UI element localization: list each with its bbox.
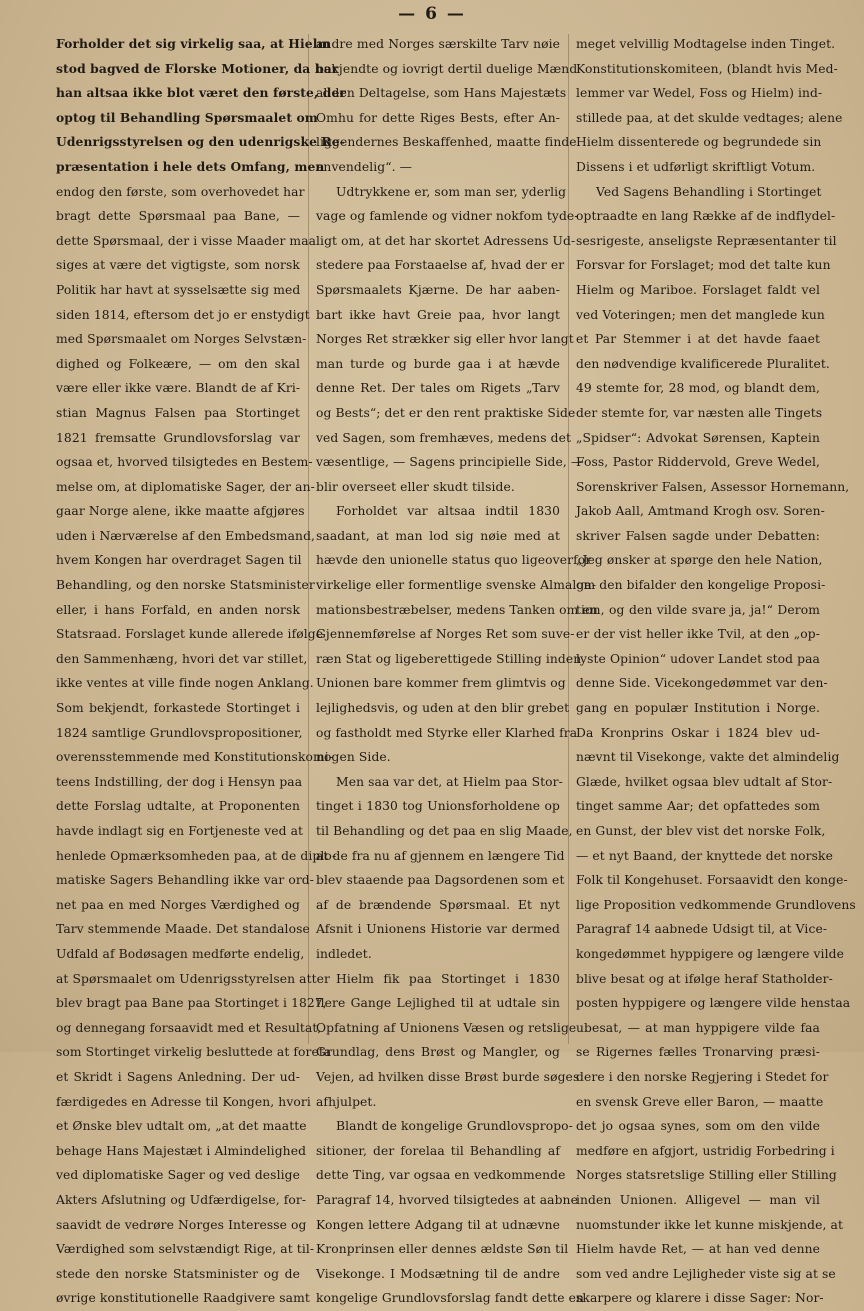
text-line: der stemte for, var næsten alle Tingets — [576, 405, 823, 420]
text-line: flere Gange Lejlighed til at udtale sin — [316, 996, 560, 1011]
text-line: et Skridt i Sagens Anledning. Der ud- — [56, 1069, 300, 1084]
text-line: Da Kronprins Oskar i 1824 blev ud- — [576, 725, 820, 740]
text-line: stedere paa Forstaaelse af, hvad der er — [316, 258, 565, 273]
text-line: Norges statsretslige Stilling eller Stilling — [576, 1168, 837, 1183]
text-line: siden 1814, eftersom det jo er enstydigt — [56, 307, 310, 322]
text-line: ikke ventes at ville finde nogen Anklang. — [56, 676, 314, 691]
text-line: Glæde, hvilket ogsaa blev udtalt af Stor- — [576, 774, 833, 789]
text-line: Som bekjendt, forkastede Stortinget i — [56, 701, 300, 716]
text-line: Hielm fik paa Stortinget i 1830 — [336, 971, 560, 986]
text-line: optog til Behandling Spørsmaalet om — [56, 109, 318, 125]
text-line: Men saa var det, at Hielm paa Stor- — [336, 774, 563, 789]
text-line: Omhu for dette Riges Bests, efter An- — [316, 110, 560, 125]
text-line: Forholdet var altsaa indtil 1830 — [336, 504, 560, 519]
text-line: Afsnit i Unionens Historie var dermed — [316, 922, 560, 937]
text-line: skarpere og klarere i disse Sager: Nor- — [576, 1291, 824, 1306]
text-line: net paa en med Norges Værdighed og — [56, 897, 300, 912]
text-line: stian Magnus Falsen paa Stortinget — [56, 405, 300, 420]
text-line: optraadte en lang Række af de indflydel- — [576, 209, 836, 224]
text-line: saadant, at man lod sig nøie med at — [316, 528, 560, 543]
text-line: øvrige konstitutionelle Raadgivere samt — [56, 1291, 310, 1306]
text-line: Paragraf 14, hvorved tilsigtedes at aabne — [316, 1192, 578, 1207]
text-line: ubesat, — at man hyppigere vilde faa — [576, 1020, 820, 1035]
text-line: saavidt de vedrøre Norges Interesse og — [56, 1217, 307, 1232]
text-line: ogsaa et, hvorved tilsigtedes en Bestem- — [56, 455, 313, 470]
text-line: er der vist heller ikke Tvil, at den „op- — [576, 627, 820, 642]
text-line: medføre en afgjort, ustridig Forbedring i — [576, 1143, 835, 1158]
text-line: henlede Opmærksomheden paa, at de diplo- — [56, 848, 337, 863]
text-line: sesrigeste, anseligste Repræsentanter til — [576, 233, 837, 248]
text-line: „Spidser“: Advokat Sørensen, Kaptein — [576, 430, 820, 445]
text-line: ligt om, at det har skortet Adressens Ud- — [316, 233, 576, 248]
text-line: ved diplomatiske Sager og ved deslige — [56, 1168, 300, 1183]
text-line: dette Spørsmaal, der i visse Maader maa — [56, 233, 317, 248]
text-line: Hielm havde Ret, — at han ved denne — [576, 1242, 820, 1257]
text-line: Kronprinsen eller dennes ældste Søn til — [316, 1242, 569, 1257]
text-line: teens Indstilling, der dog i Hensyn paa — [56, 774, 303, 789]
text-line: skriver Falsen sagde under Debatten: — [576, 528, 820, 543]
text-line: ræn Stat og ligeberettigede Stilling inden — [316, 651, 582, 666]
text-line: Spørsmaalets Kjærne. De har aaben- — [316, 282, 560, 297]
text-line: om den bifalder den kongelige Proposi- — [576, 578, 826, 593]
text-line: lemmer var Wedel, Foss og Hielm) ind- — [576, 86, 823, 101]
text-line: kongelige Grundlovsforslag fandt dette en — [316, 1291, 585, 1306]
text-line: melse om, at diplomatiske Sager, der an- — [56, 479, 315, 494]
text-line: være eller ikke være. Blandt de af Kri- — [56, 381, 301, 396]
text-line: færdigedes en Adresse til Kongen, hvori — [56, 1094, 311, 1109]
text-line: at Spørsmaalet om Udenrigsstyrelsen atter — [56, 971, 331, 986]
text-line: og fastholdt med Styrke eller Klarhed fra — [316, 725, 578, 740]
text-line: Hielm dissenterede og begrundede sin — [576, 135, 822, 150]
text-line: Konstitutionskomiteen, (blandt hvis Med- — [576, 61, 838, 76]
text-line: Behandling, og den norske Statsminister — [56, 578, 315, 593]
text-line: blive besat og at ifølge heraf Statholder- — [576, 971, 833, 986]
text-line: dette Ting, var ogsaa en vedkommende — [316, 1168, 566, 1183]
text-line: Paragraf 14 aabnede Udsigt til, at Vice- — [576, 922, 828, 937]
text-line: hævde den unionelle status quo ligeoverfor — [316, 553, 592, 568]
text-line: blir overseet eller skudt tilside. — [316, 479, 515, 494]
text-line: Udtrykkene er, som man ser, yderlig — [336, 184, 567, 199]
text-line: nuomstunder ikke let kunne miskjende, at — [576, 1217, 844, 1232]
text-line: behage Hans Majestæt i Almindelighed — [56, 1143, 307, 1158]
text-line: som Stortinget virkelig besluttede at foreta — [56, 1045, 332, 1060]
text-line: Vejen, ad hvilken disse Brøst burde søges — [316, 1069, 580, 1084]
text-line: Norges Ret strækker sig eller hvor langt — [316, 332, 574, 347]
text-line: vage og famlende og vidner nokfom tyde- — [316, 209, 579, 224]
text-line: mationsbestræbelser, medens Tanken om en — [316, 602, 598, 617]
text-line: præsentation i hele dets Omfang, men — [56, 158, 325, 174]
column-right — [576, 32, 856, 1306]
text-line: lige Proposition vedkommende Grundlovens — [576, 897, 856, 912]
text-line: 1821 fremsatte Grundlovsforslag var — [56, 430, 300, 445]
text-line: Gjennemførelse af Norges Ret som suve- — [316, 627, 575, 642]
text-line: den Sammenhæng, hvori det var stillet, — [56, 651, 308, 666]
text-line: dette Forslag udtalte, at Proponenten — [56, 799, 300, 814]
text-line: til Behandling og det paa en slig Maade, — [316, 824, 573, 838]
text-line: det jo ogsaa synes, som om den vilde — [576, 1119, 820, 1134]
text-line: bart ikke havt Greie paa, hvor langt — [316, 307, 560, 322]
text-line: Unionen bare kommer frem glimtvis og — [316, 676, 566, 691]
text-line: overensstemmende med Konstitutionskomi- — [56, 750, 334, 765]
text-line: inden Unionen. Alligevel — man vil — [576, 1192, 820, 1207]
text-line: siges at være det vigtigste, som norsk — [56, 258, 300, 273]
text-line: dere i den norske Regjering i Stedet for — [576, 1069, 829, 1084]
text-line: lyste Opinion“ udover Landet stod paa — [576, 651, 820, 666]
text-line: Visekonge. I Modsætning til de andre — [316, 1266, 560, 1281]
text-line: eller, i hans Forfald, en anden norsk — [56, 602, 300, 617]
text-line: ved Voteringen; men det manglede kun — [576, 307, 825, 322]
text-line: Dissens i et udførligt skriftligt Votum. — [576, 159, 816, 174]
text-line: uden i Nærværelse af den Embedsmand, — [56, 528, 316, 543]
text-line: gang en populær Institution i Norge. — [576, 701, 820, 716]
text-line: Opfatning af Unionens Væsen og retslige — [316, 1020, 577, 1035]
text-line: den nødvendige kvalificerede Pluralitet. — [576, 356, 830, 371]
text-line: stede den norske Statsminister og de — [56, 1266, 300, 1281]
text-line: al den Deltagelse, som Hans Majestæts — [316, 86, 567, 101]
text-line: afhjulpet. — [316, 1094, 377, 1109]
text-line: posten hyppigere og længere vilde henstaa — [576, 996, 851, 1011]
text-line: Sorenskriver Falsen, Assessor Hornemann, — [576, 479, 850, 494]
text-line: lejlighedsvis, og uden at den blir grebet — [316, 701, 570, 716]
text-line: Udenrigsstyrelsen og den udenrigske Re- — [56, 134, 345, 150]
text-line: nogen Side. — [316, 750, 391, 765]
text-line: dighed og Folkeære, — om den skal — [56, 356, 300, 371]
text-line: Forholder det sig virkelig saa, at Hielm — [56, 36, 331, 51]
text-line: blev bragt paa Bane paa Stortinget i 1827, — [56, 996, 327, 1011]
text-line: et Ønske blev udtalt om, „at det maatte — [56, 1119, 307, 1134]
text-line: nævnt til Visekonge, vakte det almindelig — [576, 750, 840, 765]
text-line: en Gunst, der blev vist det norske Folk, — [576, 824, 826, 838]
text-line: sitioner, der forelaa til Behandling af — [316, 1143, 560, 1158]
text-line: med Spørsmaalet om Norges Selvstæn- — [56, 332, 307, 347]
text-line: gaar Norge alene, ikke maatte afgjøres — [56, 504, 305, 519]
text-line: virkelige eller formentlige svenske Almalga- — [316, 578, 597, 593]
text-line: Grundlag, dens Brøst og Mangler, og — [316, 1045, 560, 1060]
text-line: anvendelig“. — — [316, 159, 413, 174]
text-line: at de fra nu af gjennem en længere Tid — [316, 848, 565, 863]
text-line: endog den første, som overhovedet har — [56, 184, 305, 199]
text-line: tion, og den vilde svare ja, ja!“ Derom — [576, 602, 820, 617]
text-line: tinget samme Aar; det opfattedes som — [576, 799, 820, 814]
text-line: Forsvar for Forslaget; mod det talte kun — [576, 258, 831, 273]
text-line: væsentlige, — Sagens principielle Side, — — [316, 455, 584, 470]
text-line: Ved Sagens Behandling i Stortinget — [596, 184, 822, 199]
text-line: som ved andre Lejligheder viste sig at se — [576, 1266, 836, 1281]
text-line: og dennegang forsaavidt med et Resultat, — [56, 1020, 322, 1035]
text-line: tinget i 1830 tog Unionsforholdene op — [316, 799, 560, 814]
text-line: en svensk Greve eller Baron, — maatte — [576, 1094, 824, 1109]
text-line: Folk til Kongehuset. Forsaavidt den konge- — [576, 873, 848, 888]
text-line: 49 stemte for, 28 mod, og blandt dem, — [576, 381, 820, 396]
text-line: havde indlagt sig en Fortjeneste ved at — [56, 824, 304, 838]
text-line: hvem Kongen har overdraget Sagen til — [56, 553, 302, 568]
text-line: Statsraad. Forslaget kunde allerede ifølge — [56, 627, 324, 642]
text-line: Blandt de kongelige Grundlovspropo- — [336, 1119, 573, 1134]
text-line: Akters Afslutning og Udfærdigelse, for- — [56, 1192, 307, 1207]
text-line: stillede paa, at det skulde vedtages; alene — [576, 110, 843, 125]
text-line: meget velvillig Modtagelse inden Tinget. — [576, 37, 836, 51]
text-line: kongedømmet hyppigere og længere vilde — [576, 946, 844, 961]
text-line: han altsaa ikke blot været den første, der — [56, 85, 346, 101]
column-middle — [316, 32, 598, 1306]
text-line: bekjendte og iovrigt dertil duelige Mænd — [316, 61, 578, 76]
text-line: liggendernes Beskaffenhed, maatte finde — [316, 135, 577, 150]
text-line: af de brændende Spørsmaal. Et nyt — [316, 897, 560, 912]
text-line: Kongen lettere Adgang til at udnævne — [316, 1217, 560, 1232]
text-line: matiske Sagers Behandling ikke var ord- — [56, 873, 315, 888]
text-columns — [56, 32, 856, 1306]
text-line: Jakob Aall, Amtmand Krogh osv. Soren- — [576, 504, 825, 519]
text-line: se Rigernes fælles Tronarving præsi- — [576, 1045, 820, 1060]
text-line: Værdighed som selvstændigt Rige, at til- — [56, 1242, 315, 1257]
text-line: blev staaende paa Dagsordenen som et — [316, 873, 565, 888]
text-line: — et nyt Baand, der knyttede det norske — [576, 848, 833, 863]
text-line: „Jeg ønsker at spørge den hele Nation, — [576, 553, 823, 568]
text-line: Foss, Pastor Riddervold, Greve Wedel, — [576, 455, 820, 470]
text-line: Tarv stemmende Maade. Det standalose — [56, 922, 310, 937]
text-line: denne Ret. Der tales om Rigets „Tarv — [316, 381, 560, 396]
text-line: bragt dette Spørsmaal paa Bane, — — [56, 209, 300, 224]
text-line: Udfald af Bodøsagen medførte endelig, — [56, 946, 305, 961]
text-line: andre med Norges særskilte Tarv nøie — [316, 37, 560, 51]
text-line: Politik har havt at sysselsætte sig med — [56, 282, 301, 297]
page-number: — 6 — — [398, 4, 466, 24]
text-line: denne Side. Vicekongedømmet var den- — [576, 676, 828, 691]
text-line: et Par Stemmer i at det havde faaet — [576, 332, 820, 347]
text-line: indledet. — [316, 946, 372, 961]
text-line: stod bagved de Florske Motioner, da har — [56, 60, 339, 76]
text-line: man turde og burde gaa i at hævde — [316, 356, 560, 371]
text-line: Hielm og Mariboe. Forslaget faldt vel — [576, 282, 820, 297]
text-line: og Bests“; det er den rent praktiske Side — [316, 405, 576, 420]
text-line: ved Sagen, som fremhæves, medens det — [316, 430, 572, 445]
text-line: 1824 samtlige Grundlovspropositioner, — [56, 725, 303, 740]
